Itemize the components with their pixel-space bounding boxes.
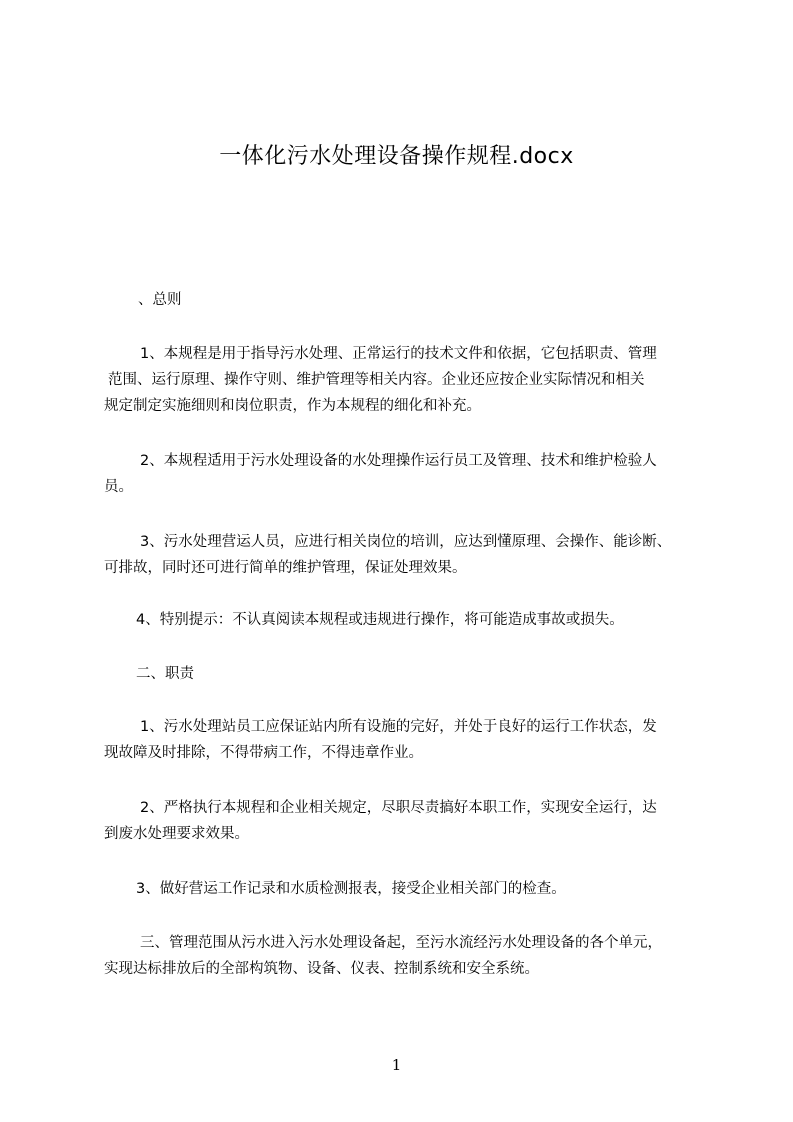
paragraph-general-4 bbox=[104, 607, 724, 633]
paragraph-line: 1、本规程是用于指导污水处理、正常运行的技术文件和依据，它包括职责、管理 bbox=[140, 346, 657, 362]
paragraph-line: 2、严格执行本规程和企业相关规定，尽职尽责搞好本职工作，实现安全运行，达 bbox=[140, 800, 657, 816]
paragraph-general-1 bbox=[104, 341, 724, 419]
paragraph-line: 规定制定实施细则和岗位职责，作为本规程的细化和补充。 bbox=[104, 398, 481, 414]
paragraph-line: 范围、运行原理、操作守则、维护管理等相关内容。企业还应按企业实际情况和相关 bbox=[108, 372, 645, 388]
paragraph-line: 3、污水处理营运人员，应进行相关岗位的培训，应达到懂原理、会操作、能诊断、 bbox=[140, 534, 672, 550]
paragraph-line: 1、污水处理站员工应保证站内所有设施的完好，并处于良好的运行工作状态，发 bbox=[140, 719, 657, 735]
section-heading-duties bbox=[104, 661, 724, 687]
paragraph-duties-3 bbox=[104, 876, 724, 902]
paragraph-general-2 bbox=[104, 448, 724, 500]
page-number: 1 bbox=[391, 1056, 402, 1074]
paragraph-general-3 bbox=[104, 529, 724, 581]
paragraph-line: 现故障及时排除，不得带病工作，不得违章作业。 bbox=[104, 745, 423, 761]
paragraph-line: 3、做好营运工作记录和水质检测报表，接受企业相关部门的检查。 bbox=[136, 881, 566, 897]
section-heading-general bbox=[104, 287, 724, 313]
document-title: 一体化污水处理设备操作规程.docx bbox=[219, 144, 574, 169]
paragraph-line: 三、管理范围从污水进入污水处理设备起，至污水流经污水处理设备的各个单元， bbox=[140, 935, 662, 951]
paragraph-line: 到废水处理要求效果。 bbox=[104, 826, 249, 842]
paragraph-line: 员。 bbox=[104, 479, 133, 495]
paragraph-line: 实现达标排放后的全部构筑物、设备、仪表、控制系统和安全系统。 bbox=[104, 961, 539, 977]
paragraph-line: 二、职责 bbox=[136, 666, 194, 682]
section-management-scope bbox=[104, 930, 724, 982]
paragraph-duties-2 bbox=[104, 795, 724, 847]
paragraph-duties-1 bbox=[104, 714, 724, 766]
paragraph-line: 4、特别提示：不认真阅读本规程或违规进行操作，将可能造成事故或损失。 bbox=[136, 612, 624, 628]
paragraph-line: 、总则 bbox=[138, 292, 182, 308]
paragraph-line: 可排故，同时还可进行简单的维护管理，保证处理效果。 bbox=[104, 560, 467, 576]
paragraph-line: 2、本规程适用于污水处理设备的水处理操作运行员工及管理、技术和维护检验人 bbox=[140, 453, 657, 469]
